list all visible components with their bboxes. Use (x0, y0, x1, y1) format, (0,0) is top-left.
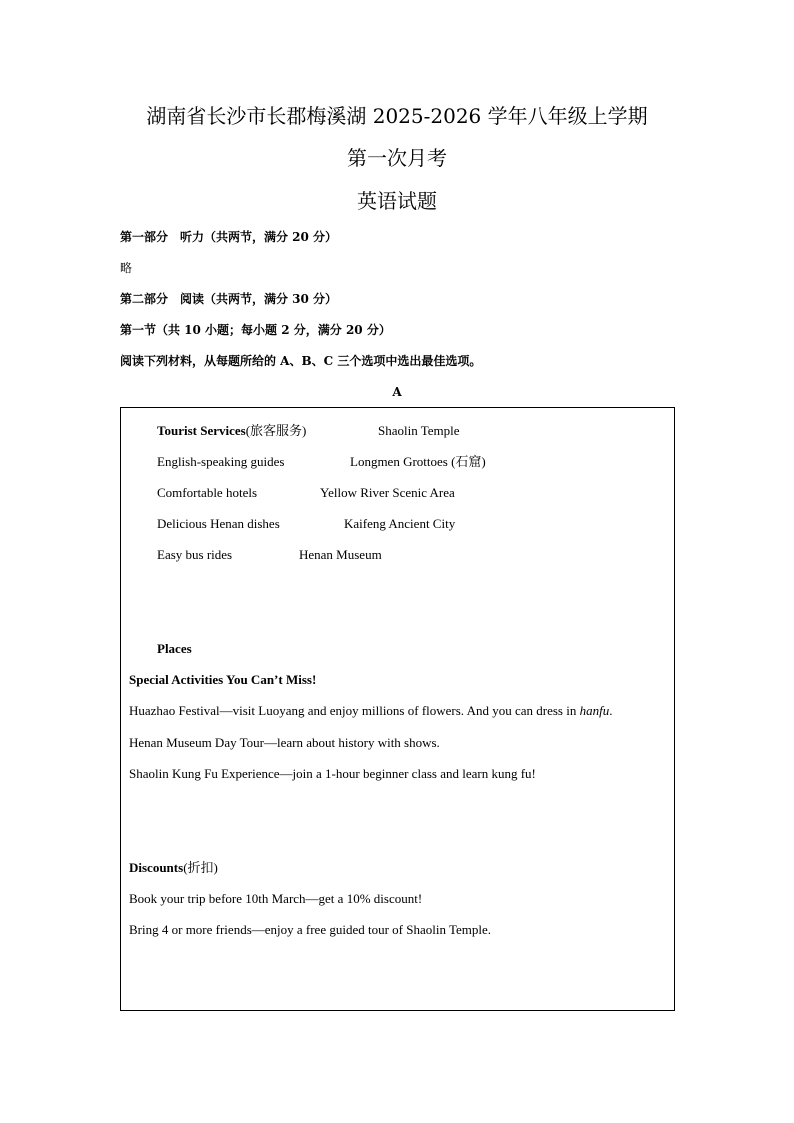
place-item: Yellow River Scenic Area (320, 485, 455, 500)
services-title-cn: (旅客服务) (245, 423, 307, 438)
activity-item: Shaolin Kung Fu Experience—join a 1-hour beginner class and learn kung fu! (129, 766, 536, 781)
discount-item: Book your trip before 10th March—get a 10% discount! (129, 891, 423, 906)
discounts-heading (129, 860, 218, 876)
exam-title: 湖南省长沙市长郡梅溪湖 2025-2026 学年八年级上学期 (146, 104, 648, 128)
place-item: Shaolin Temple (378, 423, 460, 438)
service-item: English-speaking guides (157, 454, 285, 469)
place-item: Henan Museum (299, 547, 382, 562)
places-label: Places (157, 641, 192, 656)
activity-item (129, 703, 612, 719)
instructions: 阅读下列材料，从每题所给的 A、B、C 三个选项中选出最佳选项。 (120, 354, 482, 368)
part2-heading: 第二部分 阅读（共两节，满分 30 分） (120, 292, 338, 306)
activity-text: Huazhao Festival—visit Luoyang and enjoy millions of flowers. And you can dress in (129, 703, 580, 718)
passage-label: A (392, 385, 402, 399)
subject-title: 英语试题 (357, 189, 437, 213)
activity-italic-term: hanfu (579, 703, 610, 718)
place-item: Kaifeng Ancient City (344, 516, 456, 531)
part1-note: 略 (120, 261, 133, 275)
services-heading (157, 423, 306, 439)
service-item: Delicious Henan dishes (157, 516, 280, 531)
exam-subtitle: 第一次月考 (347, 146, 447, 170)
discounts-title: Discounts (129, 860, 184, 875)
activity-end: . (609, 703, 613, 718)
part1-heading: 第一部分 听力（共两节，满分 20 分） (120, 230, 338, 244)
activity-item: Henan Museum Day Tour—learn about history with shows. (129, 735, 440, 750)
activities-title: Special Activities You Can’t Miss! (129, 672, 317, 687)
discounts-title-cn: (折扣) (183, 860, 218, 875)
section1-heading: 第一节（共 10 小题；每小题 2 分，满分 20 分） (120, 323, 391, 337)
discount-item: Bring 4 or more friends—enjoy a free guided tour of Shaolin Temple. (129, 922, 492, 937)
services-title: Tourist Services (157, 423, 246, 438)
service-item: Comfortable hotels (157, 485, 258, 500)
service-item: Easy bus rides (157, 547, 233, 562)
passage-box (120, 407, 675, 1011)
place-item: Longmen Grottoes (石窟) (350, 454, 486, 469)
